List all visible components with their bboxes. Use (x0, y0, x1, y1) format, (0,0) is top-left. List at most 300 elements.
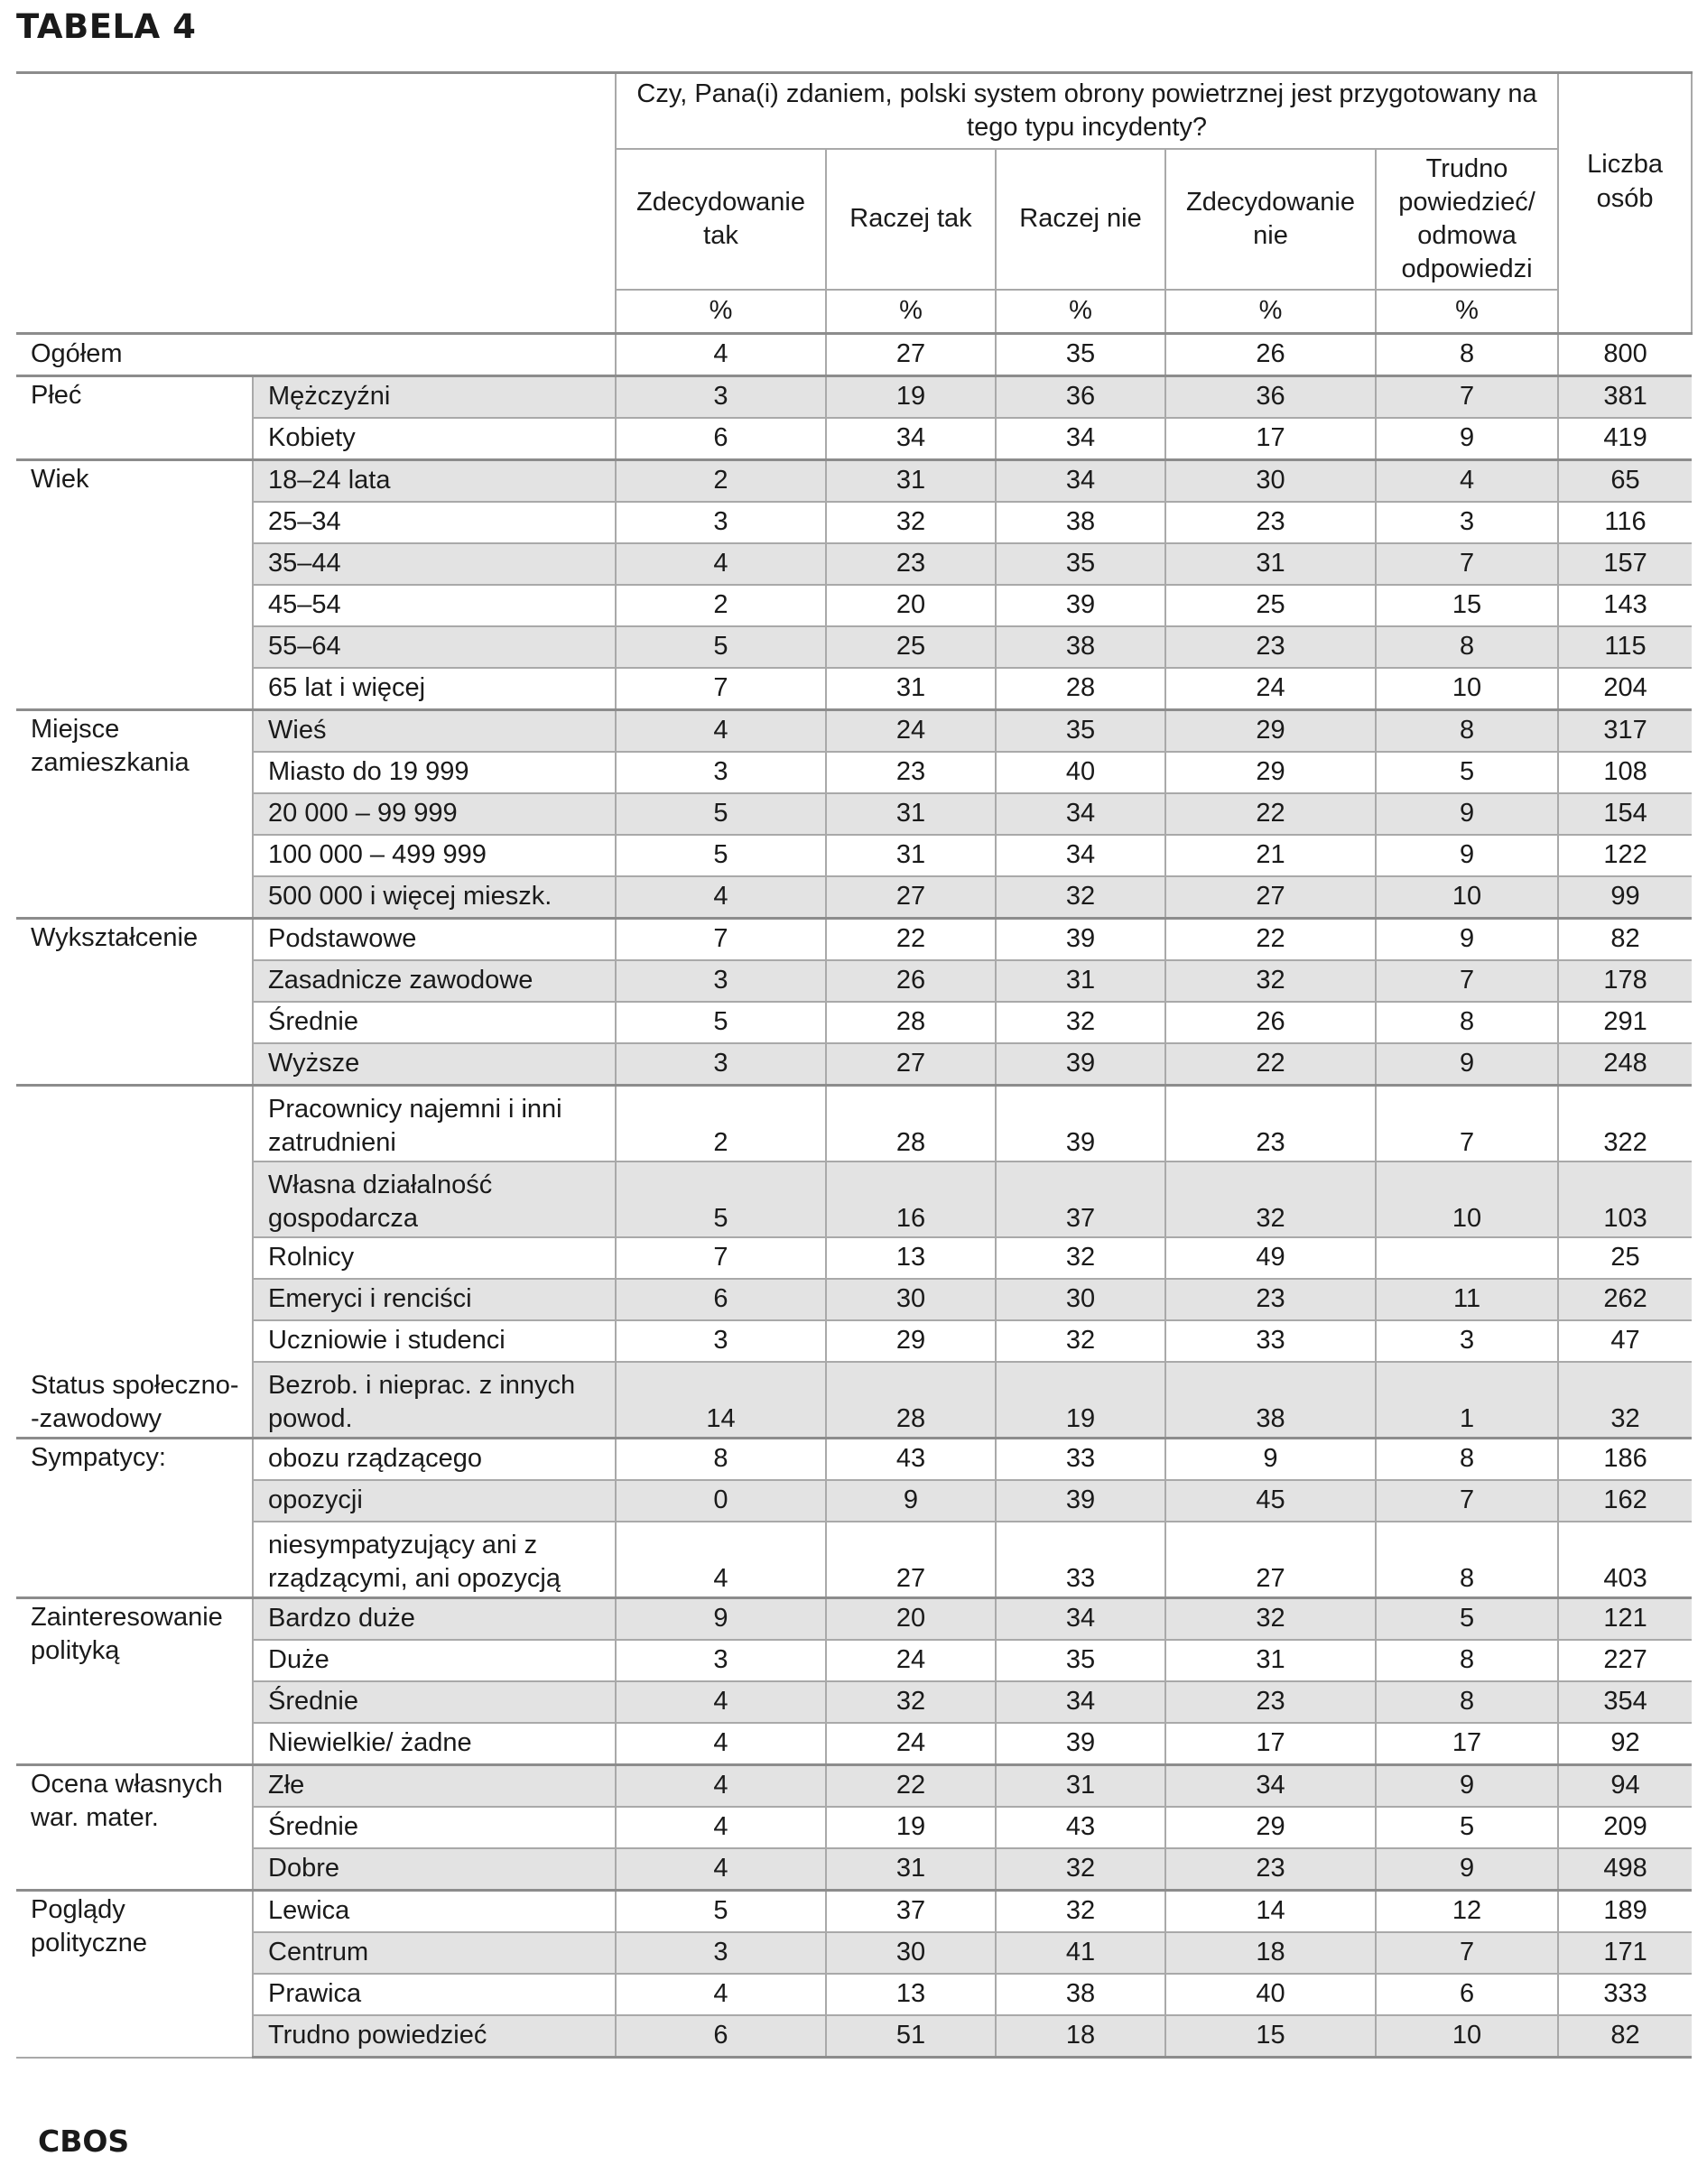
table-cell: 5 (616, 626, 826, 668)
table-row (16, 460, 1692, 503)
table-cell: 49 (1165, 1237, 1376, 1279)
table-cell: 4 (616, 710, 826, 753)
table-cell: 30 (1165, 460, 1376, 503)
table-cell: 6 (616, 2015, 826, 2058)
table-cell: 15 (1165, 2015, 1376, 2058)
unit-header: % (616, 290, 826, 334)
table-cell-count: 262 (1558, 1279, 1692, 1320)
table-cell: 35 (996, 1640, 1165, 1681)
table-cell: 31 (826, 668, 996, 710)
row-label: Własna działalność gospodarcza (253, 1161, 616, 1237)
table-cell: 23 (1165, 1681, 1376, 1723)
table-cell: 34 (996, 418, 1165, 460)
table-cell: 32 (826, 1681, 996, 1723)
table-cell: 4 (616, 876, 826, 919)
table-cell-count: 47 (1558, 1320, 1692, 1362)
table-cell-count: 154 (1558, 793, 1692, 835)
table-cell: 8 (1376, 710, 1558, 753)
table-cell: 9 (1165, 1439, 1376, 1481)
table-cell: 32 (996, 1848, 1165, 1891)
table-row (16, 1681, 1692, 1723)
table-cell-count: 121 (1558, 1598, 1692, 1641)
table-cell: 32 (996, 1237, 1165, 1279)
table-cell: 10 (1376, 876, 1558, 919)
column-header: Raczej nie (996, 149, 1165, 290)
table-cell: 36 (996, 376, 1165, 419)
table-row (16, 543, 1692, 585)
table-cell: 23 (826, 752, 996, 793)
table-cell: 39 (996, 1480, 1165, 1522)
table-cell: 14 (616, 1362, 826, 1439)
table-cell: 9 (1376, 919, 1558, 961)
table-header (16, 73, 1692, 334)
table-cell-count: 800 (1558, 334, 1692, 376)
table-cell: 28 (826, 1086, 996, 1162)
table-cell-count: 116 (1558, 502, 1692, 543)
table-cell: 36 (1165, 376, 1376, 419)
column-header: Zdecydowanie tak (616, 149, 826, 290)
table-cell: 28 (996, 668, 1165, 710)
table-cell: 26 (826, 960, 996, 1002)
table-cell: 10 (1376, 668, 1558, 710)
table-cell: 8 (616, 1439, 826, 1481)
table-cell: 3 (616, 1043, 826, 1086)
table-cell: 32 (1165, 1161, 1376, 1237)
table-cell: 30 (826, 1932, 996, 1974)
table-cell: 24 (826, 1723, 996, 1765)
group-label: Płeć (16, 376, 253, 460)
table-cell: 7 (1376, 543, 1558, 585)
table-cell: 33 (996, 1522, 1165, 1598)
table-cell: 9 (616, 1598, 826, 1641)
row-label: Średnie (253, 1807, 616, 1848)
table-cell: 31 (826, 793, 996, 835)
table-cell-count: 204 (1558, 668, 1692, 710)
table-row (16, 626, 1692, 668)
row-label: Złe (253, 1765, 616, 1808)
row-label: Prawica (253, 1974, 616, 2015)
table-cell: 5 (616, 1161, 826, 1237)
row-label: Duże (253, 1640, 616, 1681)
row-label: Lewica (253, 1891, 616, 1933)
table-cell: 34 (996, 1598, 1165, 1641)
table-cell: 6 (1376, 1974, 1558, 2015)
table-row (16, 1974, 1692, 2015)
table-cell: 25 (1165, 585, 1376, 626)
table-row (16, 835, 1692, 876)
row-label: 25–34 (253, 502, 616, 543)
table-cell: 32 (996, 1002, 1165, 1043)
table-cell-count: 162 (1558, 1480, 1692, 1522)
table-cell: 22 (826, 1765, 996, 1808)
table-row (16, 1237, 1692, 1279)
table-cell: 35 (996, 543, 1165, 585)
table-cell: 40 (996, 752, 1165, 793)
row-label: Centrum (253, 1932, 616, 1974)
row-label: Kobiety (253, 418, 616, 460)
table-row (16, 1320, 1692, 1362)
row-label: 55–64 (253, 626, 616, 668)
table-cell: 41 (996, 1932, 1165, 1974)
table-cell: 9 (1376, 1043, 1558, 1086)
row-label: 65 lat i więcej (253, 668, 616, 710)
table-row (16, 1891, 1692, 1933)
table-cell: 30 (996, 1279, 1165, 1320)
table-cell: 29 (826, 1320, 996, 1362)
table-cell: 9 (1376, 1765, 1558, 1808)
row-label: Rolnicy (253, 1237, 616, 1279)
table-cell: 22 (826, 919, 996, 961)
table-cell: 5 (616, 1891, 826, 1933)
table-cell: 13 (826, 1974, 996, 2015)
table-row (16, 1807, 1692, 1848)
table-cell: 5 (616, 793, 826, 835)
table-cell: 2 (616, 585, 826, 626)
table-cell: 2 (616, 460, 826, 503)
survey-table (16, 71, 1693, 2059)
table-cell: 4 (616, 1848, 826, 1891)
group-label: Zainteresowanie polityką (16, 1598, 253, 1765)
table-row (16, 585, 1692, 626)
table-cell: 45 (1165, 1480, 1376, 1522)
table-cell: 3 (616, 960, 826, 1002)
unit-header-blank (1558, 290, 1692, 334)
table-body (16, 334, 1692, 2058)
row-label: obozu rządzącego (253, 1439, 616, 1481)
table-cell: 31 (1165, 1640, 1376, 1681)
table-cell: 31 (826, 460, 996, 503)
group-label: Poglądy polityczne (16, 1891, 253, 2058)
table-cell: 23 (1165, 626, 1376, 668)
table-cell-count: 108 (1558, 752, 1692, 793)
table-cell: 51 (826, 2015, 996, 2058)
table-cell-count: 32 (1558, 1362, 1692, 1439)
table-cell: 31 (1165, 543, 1376, 585)
table-cell: 27 (826, 334, 996, 376)
table-cell: 33 (1165, 1320, 1376, 1362)
group-label: Wiek (16, 460, 253, 710)
table-cell: 23 (1165, 1086, 1376, 1162)
table-cell: 17 (1376, 1723, 1558, 1765)
table-cell: 2 (616, 1086, 826, 1162)
table-cell-count: 381 (1558, 376, 1692, 419)
table-row (16, 1043, 1692, 1086)
table-cell: 30 (826, 1279, 996, 1320)
table-cell: 4 (616, 1723, 826, 1765)
table-cell: 29 (1165, 752, 1376, 793)
table-cell: 23 (1165, 1848, 1376, 1891)
table-cell: 26 (1165, 1002, 1376, 1043)
table-cell: 1 (1376, 1362, 1558, 1439)
table-cell: 7 (1376, 1480, 1558, 1522)
table-cell: 28 (826, 1002, 996, 1043)
count-header: Liczba osób (1558, 73, 1692, 291)
unit-header: % (1376, 290, 1558, 334)
table-cell: 3 (616, 502, 826, 543)
row-label: 45–54 (253, 585, 616, 626)
table-cell-count: 291 (1558, 1002, 1692, 1043)
table-cell: 5 (1376, 752, 1558, 793)
table-cell: 8 (1376, 334, 1558, 376)
table-row (16, 502, 1692, 543)
table-row (16, 752, 1692, 793)
row-label: Mężczyźni (253, 376, 616, 419)
row-label: 20 000 – 99 999 (253, 793, 616, 835)
table-cell: 9 (1376, 418, 1558, 460)
table-row (16, 1848, 1692, 1891)
table-row (16, 793, 1692, 835)
table-cell-count: 498 (1558, 1848, 1692, 1891)
table-cell: 7 (616, 668, 826, 710)
table-cell: 7 (1376, 376, 1558, 419)
group-label: Status społeczno- -zawodowy (16, 1086, 253, 1439)
table-cell: 6 (616, 418, 826, 460)
table-row (16, 960, 1692, 1002)
table-cell-count: 122 (1558, 835, 1692, 876)
table-cell: 25 (826, 626, 996, 668)
table-cell: 5 (1376, 1807, 1558, 1848)
table-cell-count: 157 (1558, 543, 1692, 585)
table-cell: 4 (616, 543, 826, 585)
group-label: Sympatycy: (16, 1439, 253, 1598)
row-label: Trudno powiedzieć (253, 2015, 616, 2058)
row-label: 18–24 lata (253, 460, 616, 503)
row-label: Średnie (253, 1681, 616, 1723)
table-cell: 9 (1376, 835, 1558, 876)
table-row (16, 876, 1692, 919)
row-label: Miasto do 19 999 (253, 752, 616, 793)
table-cell-count: 333 (1558, 1974, 1692, 2015)
table-cell: 8 (1376, 1681, 1558, 1723)
row-label: Bezrob. i nieprac. z innych powod. (253, 1362, 616, 1439)
table-cell: 7 (1376, 1932, 1558, 1974)
table-row (16, 418, 1692, 460)
table-cell: 38 (996, 502, 1165, 543)
row-label: Podstawowe (253, 919, 616, 961)
table-cell: 21 (1165, 835, 1376, 876)
table-cell: 19 (996, 1362, 1165, 1439)
table-cell: 31 (996, 960, 1165, 1002)
table-row (16, 1439, 1692, 1481)
table-cell-count: 403 (1558, 1522, 1692, 1598)
table-cell: 43 (996, 1807, 1165, 1848)
table-cell: 12 (1376, 1891, 1558, 1933)
table-cell: 3 (616, 1640, 826, 1681)
table-cell (1376, 1237, 1558, 1279)
table-title: TABELA 4 (16, 7, 197, 46)
table-cell: 19 (826, 376, 996, 419)
table-cell: 23 (1165, 502, 1376, 543)
table-cell: 11 (1376, 1279, 1558, 1320)
row-label: Emeryci i renciści (253, 1279, 616, 1320)
table-row (16, 1932, 1692, 1974)
table-cell: 4 (616, 1681, 826, 1723)
row-label: Wyższe (253, 1043, 616, 1086)
table-cell: 38 (996, 626, 1165, 668)
row-label: 100 000 – 499 999 (253, 835, 616, 876)
row-label: Uczniowie i studenci (253, 1320, 616, 1362)
table-row (16, 1480, 1692, 1522)
table-cell: 5 (616, 835, 826, 876)
table-cell: 6 (616, 1279, 826, 1320)
table-cell-count: 189 (1558, 1891, 1692, 1933)
table-cell: 3 (616, 752, 826, 793)
table-cell: 3 (616, 1932, 826, 1974)
table-cell: 22 (1165, 793, 1376, 835)
table-cell: 19 (826, 1807, 996, 1848)
table-cell: 23 (1165, 1279, 1376, 1320)
table-cell: 9 (1376, 793, 1558, 835)
column-header: Trudno powiedzieć/ odmowa odpowiedzi (1376, 149, 1558, 290)
table-cell-count: 99 (1558, 876, 1692, 919)
table-row-total (16, 334, 1692, 376)
table-cell: 27 (1165, 876, 1376, 919)
table-cell: 28 (826, 1362, 996, 1439)
footer-source: CBOS (38, 2124, 130, 2159)
table-cell: 40 (1165, 1974, 1376, 2015)
table-cell: 3 (1376, 1320, 1558, 1362)
table-row (16, 2015, 1692, 2058)
row-label: Niewielkie/ żadne (253, 1723, 616, 1765)
table-cell-count: 248 (1558, 1043, 1692, 1086)
table-cell: 4 (616, 1522, 826, 1598)
table-cell: 22 (1165, 919, 1376, 961)
unit-header: % (996, 290, 1165, 334)
row-label: Wieś (253, 710, 616, 753)
column-header: Raczej tak (826, 149, 996, 290)
table-cell: 4 (616, 1807, 826, 1848)
table-cell-count: 209 (1558, 1807, 1692, 1848)
table-cell-count: 317 (1558, 710, 1692, 753)
table-cell-count: 65 (1558, 460, 1692, 503)
row-label: Zasadnicze zawodowe (253, 960, 616, 1002)
table-row (16, 668, 1692, 710)
group-label: Wykształcenie (16, 919, 253, 1086)
table-cell: 8 (1376, 1439, 1558, 1481)
table-cell: 10 (1376, 1161, 1558, 1237)
table-cell-count: 103 (1558, 1161, 1692, 1237)
table-cell: 24 (826, 710, 996, 753)
table-cell: 7 (616, 919, 826, 961)
table-cell: 34 (996, 835, 1165, 876)
table-cell: 32 (996, 876, 1165, 919)
table-row (16, 919, 1692, 961)
table-cell: 24 (1165, 668, 1376, 710)
table-cell-count: 178 (1558, 960, 1692, 1002)
table-cell: 32 (1165, 960, 1376, 1002)
table-cell: 18 (996, 2015, 1165, 2058)
table-cell: 27 (826, 876, 996, 919)
table-row (16, 1002, 1692, 1043)
table-cell: 35 (996, 710, 1165, 753)
table-cell: 0 (616, 1480, 826, 1522)
row-label: Ogółem (16, 334, 616, 376)
table-cell: 8 (1376, 1640, 1558, 1681)
table-cell-count: 94 (1558, 1765, 1692, 1808)
table-cell: 3 (616, 1320, 826, 1362)
table-cell: 37 (996, 1161, 1165, 1237)
table-cell: 10 (1376, 2015, 1558, 2058)
table-cell: 35 (996, 334, 1165, 376)
table-row (16, 1279, 1692, 1320)
table-cell: 20 (826, 1598, 996, 1641)
row-label: Średnie (253, 1002, 616, 1043)
group-label: Ocena własnych war. mater. (16, 1765, 253, 1891)
table-cell: 17 (1165, 418, 1376, 460)
table-row (16, 1086, 1692, 1162)
question-header: Czy, Pana(i) zdaniem, polski system obrony powietrznej jest przygotowany na tego typu incydenty? (616, 73, 1558, 150)
table-cell: 4 (616, 1765, 826, 1808)
table-cell-count: 227 (1558, 1640, 1692, 1681)
table-cell: 32 (1165, 1598, 1376, 1641)
table-cell: 8 (1376, 1002, 1558, 1043)
table-cell: 31 (996, 1765, 1165, 1808)
table-cell: 39 (996, 1043, 1165, 1086)
table-cell: 16 (826, 1161, 996, 1237)
row-label: 500 000 i więcej mieszk. (253, 876, 616, 919)
table-cell-count: 354 (1558, 1681, 1692, 1723)
row-label: opozycji (253, 1480, 616, 1522)
table-cell: 3 (616, 376, 826, 419)
table-row (16, 1723, 1692, 1765)
table-cell: 15 (1376, 585, 1558, 626)
table-cell: 17 (1165, 1723, 1376, 1765)
table-cell: 13 (826, 1237, 996, 1279)
table-row (16, 1161, 1692, 1237)
table-cell: 7 (616, 1237, 826, 1279)
table-cell-count: 25 (1558, 1237, 1692, 1279)
table-cell-count: 322 (1558, 1086, 1692, 1162)
table-cell: 29 (1165, 1807, 1376, 1848)
table-cell: 39 (996, 919, 1165, 961)
table-cell: 9 (1376, 1848, 1558, 1891)
header-corner (16, 73, 616, 334)
table-cell: 34 (996, 460, 1165, 503)
group-label: Miejsce zamieszkania (16, 710, 253, 919)
table-row (16, 376, 1692, 419)
table-cell: 43 (826, 1439, 996, 1481)
table-cell: 26 (1165, 334, 1376, 376)
table-cell-count: 92 (1558, 1723, 1692, 1765)
table-cell: 4 (616, 1974, 826, 2015)
table-cell: 31 (826, 1848, 996, 1891)
row-label: Dobre (253, 1848, 616, 1891)
unit-header: % (1165, 290, 1376, 334)
table-cell: 27 (826, 1522, 996, 1598)
table-row (16, 1598, 1692, 1641)
table-row (16, 710, 1692, 753)
table-cell: 14 (1165, 1891, 1376, 1933)
table-cell: 34 (1165, 1765, 1376, 1808)
table-cell: 39 (996, 585, 1165, 626)
table-cell: 38 (1165, 1362, 1376, 1439)
table-cell: 9 (826, 1480, 996, 1522)
table-cell-count: 143 (1558, 585, 1692, 626)
table-cell-count: 82 (1558, 919, 1692, 961)
table-cell: 18 (1165, 1932, 1376, 1974)
table-cell: 20 (826, 585, 996, 626)
table-cell: 29 (1165, 710, 1376, 753)
table-cell: 4 (1376, 460, 1558, 503)
table-row (16, 1522, 1692, 1598)
table-cell: 7 (1376, 960, 1558, 1002)
table-cell: 34 (826, 418, 996, 460)
table-cell: 31 (826, 835, 996, 876)
table-cell: 32 (996, 1891, 1165, 1933)
table-cell: 4 (616, 334, 826, 376)
table-cell: 24 (826, 1640, 996, 1681)
table-cell: 22 (1165, 1043, 1376, 1086)
